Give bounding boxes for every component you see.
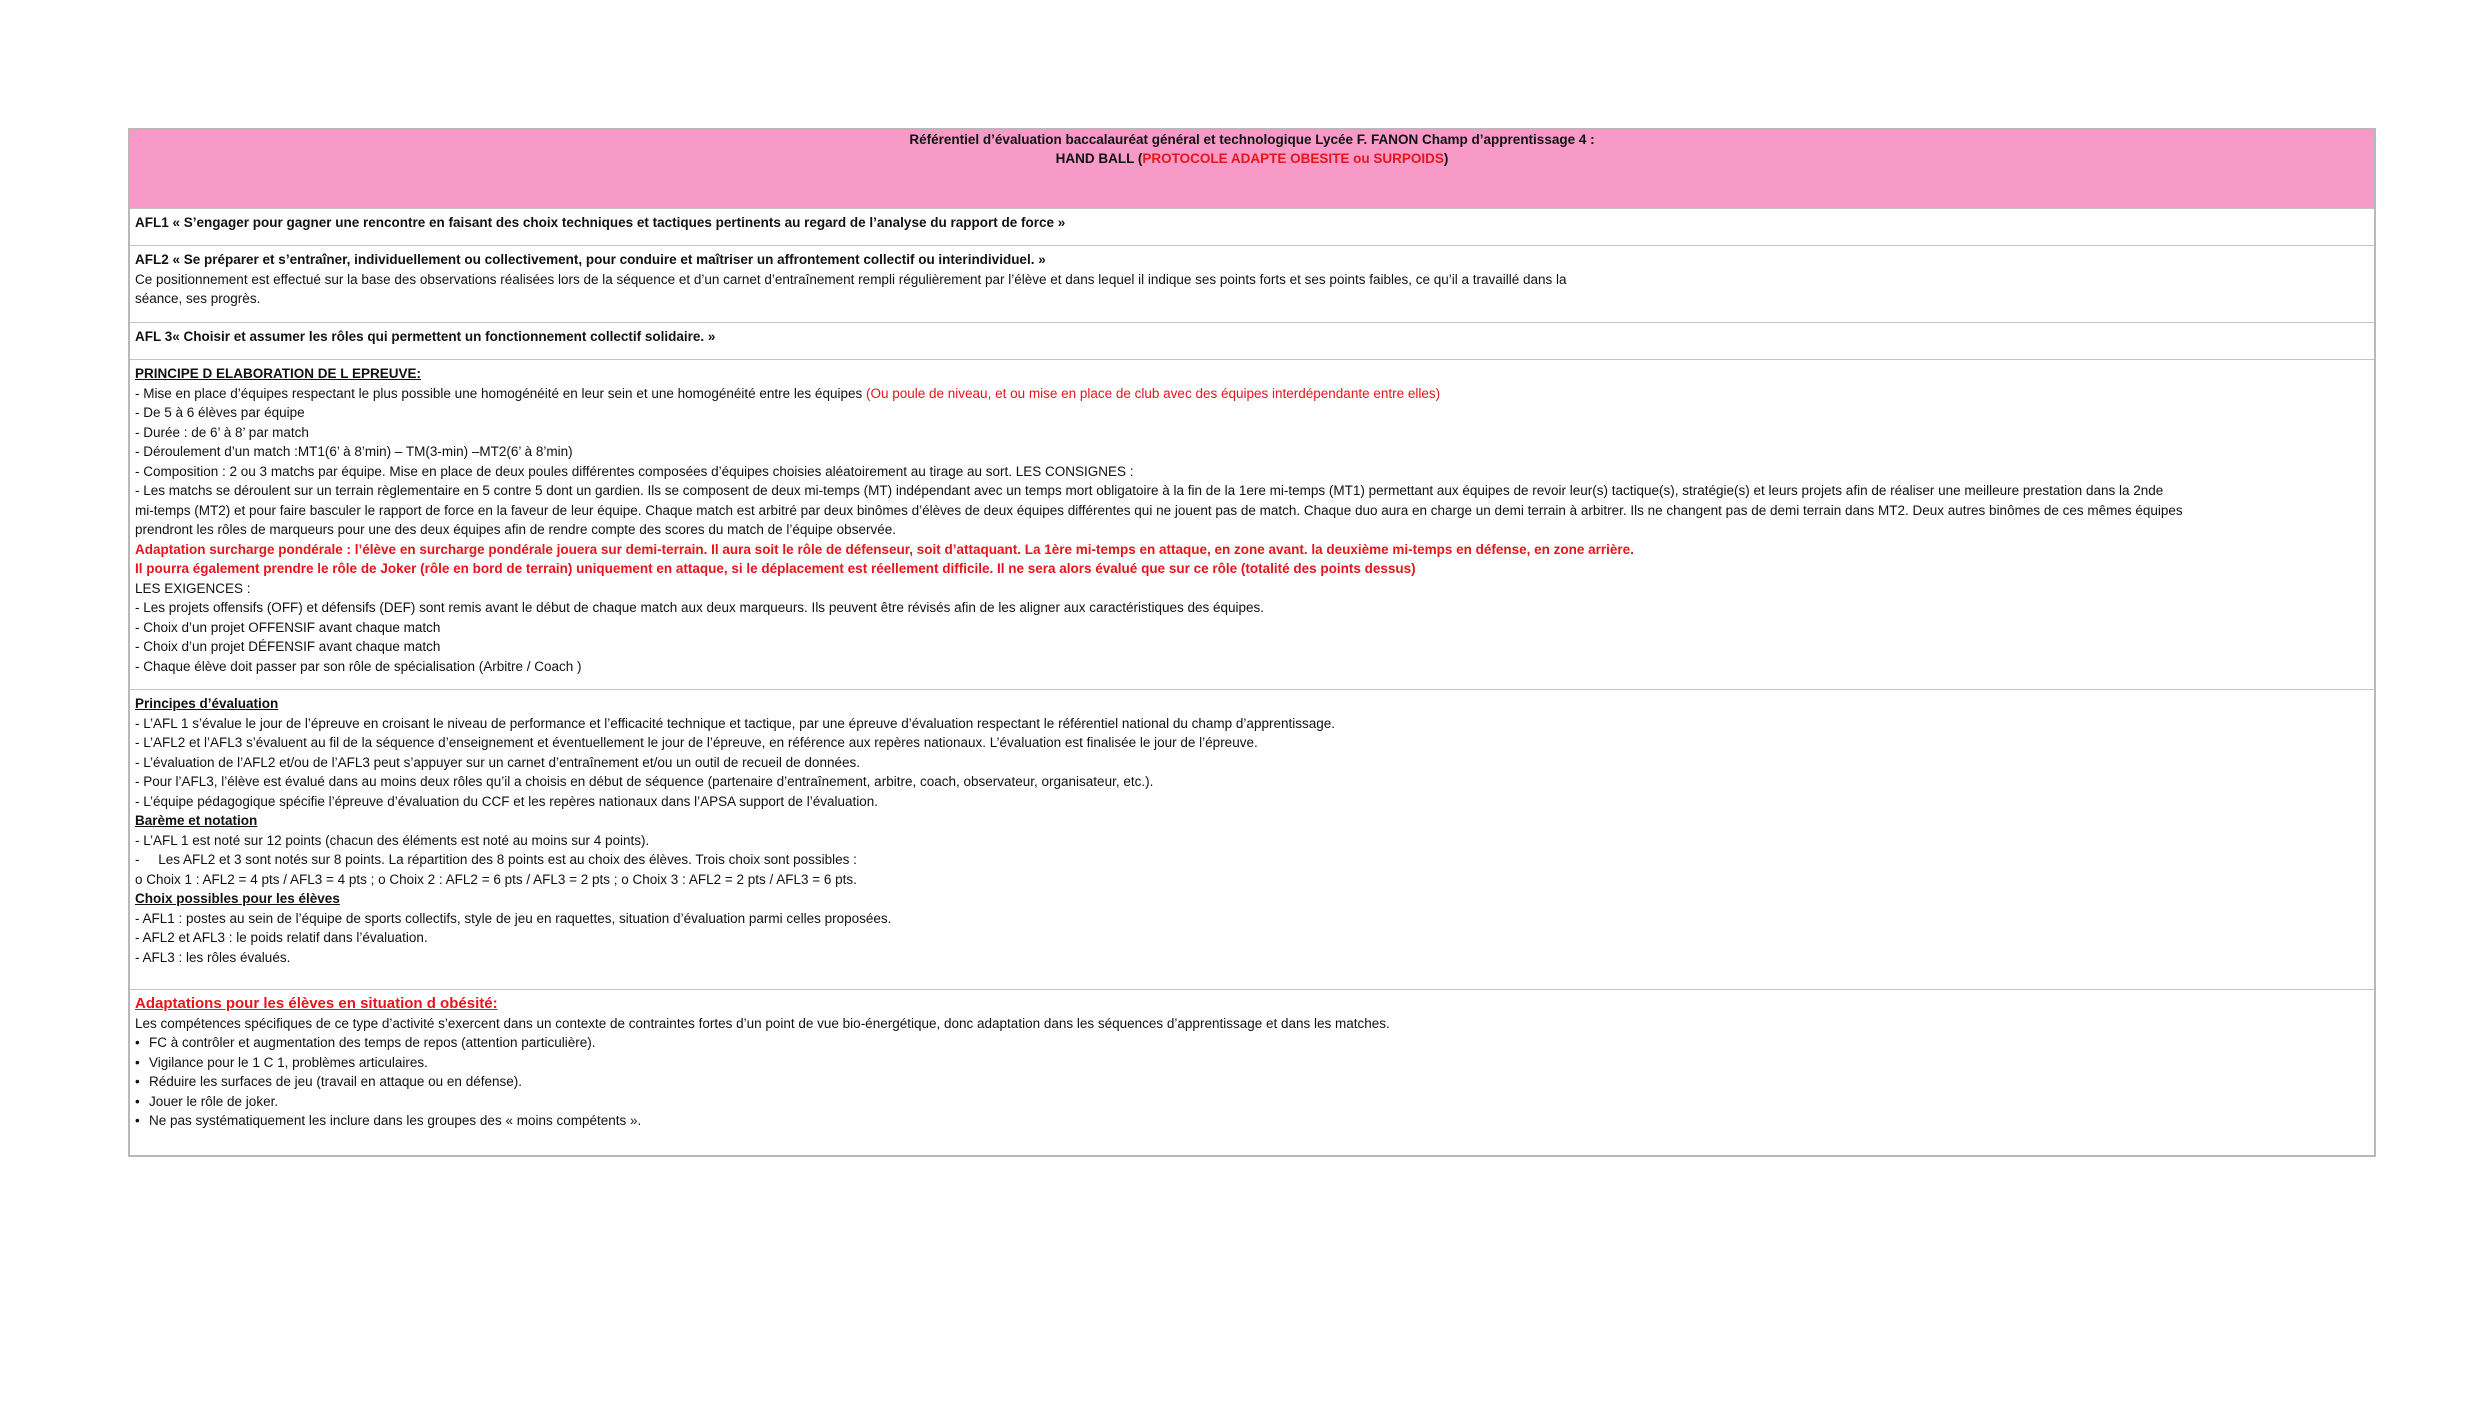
principe-line: - Déroulement d’un match :MT1(6’ à 8’min) – TM(3-min) –MT2(6’ à 8’min) xyxy=(135,444,573,459)
principe-line: - Durée : de 6’ à 8’ par match xyxy=(135,424,309,440)
evaluation-line: - L’évaluation de l’AFL2 et/ou de l’AFL3 peut s’appuyer sur un carnet d’entraînement et/ou un outil de recueil de données. xyxy=(135,754,860,770)
header-title-line2 xyxy=(135,149,2369,168)
afl3-title: AFL 3« Choisir et assumer les rôles qui permettent un fonctionnement collectif solidaire. » xyxy=(135,329,716,344)
bullet-icon: • xyxy=(135,1074,140,1089)
principe-line: - De 5 à 6 élèves par équipe xyxy=(135,405,305,420)
adaptation-item-text: Vigilance pour le 1 C 1, problèmes articulaires. xyxy=(149,1054,428,1070)
exigences-heading: LES EXIGENCES : xyxy=(135,580,251,596)
adaptation-item xyxy=(135,1111,2369,1131)
principe-heading: PRINCIPE D ELABORATION DE L EPREUVE: xyxy=(135,366,422,381)
choix-line: - AFL1 : postes au sein de l’équipe de sports collectifs, style de jeu en raquettes, situation d’évaluation parmi celles proposées. xyxy=(135,910,892,926)
evaluation-line: - L’équipe pédagogique spécifie l’épreuve d’évaluation du CCF et les repères nationaux dans l’APSA support de l’évaluation. xyxy=(135,793,878,809)
adaptation-item-text: Réduire les surfaces de jeu (travail en attaque ou en défense). xyxy=(149,1074,522,1089)
adaptation-item xyxy=(135,1072,2369,1092)
bareme-heading: Barème et notation xyxy=(135,813,258,828)
adaptation-surcharge-line: Adaptation surcharge pondérale : l’élève en surcharge pondérale jouera sur demi-terrain. Il aura soit le rôle de défenseur, soit d’attaquant. La 1ère mi-temps en attaque, en zone avant. la deuxième mi-temps en défense, en zone arrière. xyxy=(135,541,1634,557)
header-title-line1: Référentiel d’évaluation baccalauréat général et technologique Lycée F. FANON Champ d’apprentissage 4 : xyxy=(909,132,1595,147)
adaptation-item-text: Jouer le rôle de joker. xyxy=(149,1093,279,1109)
principe-line: - Les matchs se déroulent sur un terrain règlementaire en 5 contre 5 dont un gardien. Ils se composent de deux mi-temps (MT) indépendant avec un temps mort obligatoire à la fin de la 1ere mi-temps (MT1) permettant aux équipes de revoir leur(s) tactique(s), stratégie(s) et leurs projets afin de réaliser une meilleure prestation dans la 2nde xyxy=(135,483,2164,498)
adaptation-item xyxy=(135,1092,2369,1112)
bullet-icon: • xyxy=(135,1054,140,1070)
principe-line: prendront les rôles de marqueurs pour une des deux équipes afin de rendre compte des scores du match de l’équipe observée. xyxy=(135,522,896,537)
header-close-paren: ) xyxy=(1443,151,1449,166)
bullet-icon: • xyxy=(135,1093,140,1109)
afl2-text-line1: Ce positionnement est effectué sur la base des observations réalisées lors de la séquence et d’un carnet d’entraînement rempli régulièrement par l’élève et dans lequel il indique ses points forts et ses points faibles, ce qu’il a travaillé dans la xyxy=(135,271,1567,287)
bareme-line: - L’AFL 1 est noté sur 12 points (chacun des éléments est noté au moins sur 4 points). xyxy=(135,832,650,848)
adaptation-item xyxy=(135,1033,2369,1053)
bareme-line: - Les AFL2 et 3 sont notés sur 8 points. La répartition des 8 points est au choix des élèves. Trois choix sont possibles : xyxy=(135,852,857,867)
bullet-icon: • xyxy=(135,1035,140,1050)
evaluation-line: - L’AFL 1 s’évalue le jour de l’épreuve en croisant le niveau de performance et l’efficacité technique et tactique, par une épreuve d’évaluation respectant le référentiel national du champ d’apprentissage. xyxy=(135,715,1335,731)
afl2-section xyxy=(130,246,2374,323)
adaptation-item xyxy=(135,1053,2369,1073)
principe-line: - Chaque élève doit passer par son rôle de spécialisation (Arbitre / Coach ) xyxy=(135,658,582,674)
choix-heading: Choix possibles pour les élèves xyxy=(135,891,340,906)
joker-role-line: Il pourra également prendre le rôle de Joker (rôle en bord de terrain) uniquement en attaque, si le déplacement est réellement difficile. Il ne sera alors évalué que sur ce rôle (totalité des points dessus) xyxy=(135,561,1416,576)
choix-line: - AFL3 : les rôles évalués. xyxy=(135,949,291,965)
principe-line-red: (Ou poule de niveau, et ou mise en place de club avec des équipes interdépendante entre elles) xyxy=(865,385,1441,401)
principe-line xyxy=(135,384,2369,404)
afl2-text-line2: séance, ses progrès. xyxy=(135,291,261,306)
adaptations-intro: Les compétences spécifiques de ce type d’activité s’exercent dans un contexte de contraintes fortes d’un point de vue bio-énergétique, donc adaptation dans les séquences d’apprentissage et dans les matches. xyxy=(135,1015,1390,1031)
principe-line: - Choix d’un projet OFFENSIF avant chaque match xyxy=(135,619,441,635)
principe-line-text: - Mise en place d’équipes respectant le plus possible une homogénéité en leur sein et une homogénéité entre les équipes xyxy=(135,385,866,401)
evaluation-line: - Pour l’AFL3, l’élève est évalué dans au moins deux rôles qu’il a choisis en début de séquence (partenaire d’entraînement, arbitre, coach, observateur, organisateur, etc.). xyxy=(135,774,1154,789)
afl2-title: AFL2 « Se préparer et s’entraîner, individuellement ou collectivement, pour conduire et maîtriser un affrontement collectif ou interindividuel. » xyxy=(135,252,1046,267)
bullet-icon: • xyxy=(135,1113,140,1128)
evaluation-line: - L’AFL2 et l’AFL3 s’évaluent au fil de la séquence d’enseignement et éventuellement le jour de l’épreuve, en référence aux repères nationaux. L’évaluation est finalisée le jour de l’épreuve. xyxy=(135,735,1258,750)
principe-line: - Les projets offensifs (OFF) et défensifs (DEF) sont remis avant le début de chaque match aux deux marqueurs. Ils peuvent être révisés afin de les aligner aux caractéristiques des équipes. xyxy=(135,600,1265,615)
choix-line: - AFL2 et AFL3 : le poids relatif dans l’évaluation. xyxy=(135,930,428,945)
evaluation-section xyxy=(130,690,2374,990)
adaptations-heading: Adaptations pour les élèves en situation d obésité: xyxy=(135,995,498,1012)
bareme-choices-line: o Choix 1 : AFL2 = 4 pts / AFL3 = 4 pts ; o Choix 2 : AFL2 = 6 pts / AFL3 = 2 pts ; o Choix 3 : AFL2 = 2 pts / AFL3 = 6 pts. xyxy=(135,871,857,887)
header-sport: HAND BALL ( xyxy=(1055,151,1143,166)
adaptation-item-text: FC à contrôler et augmentation des temps de repos (attention particulière). xyxy=(149,1035,596,1050)
evaluation-heading: Principes d’évaluation xyxy=(135,696,279,711)
principe-line: - Choix d’un projet DÉFENSIF avant chaque match xyxy=(135,639,441,654)
evaluation-document xyxy=(128,128,2376,1157)
adaptation-item-text: Ne pas systématiquement les inclure dans les groupes des « moins compétents ». xyxy=(149,1113,642,1128)
header-protocol: PROTOCOLE ADAPTE OBESITE ou SURPOIDS xyxy=(1142,151,1444,166)
principe-section xyxy=(130,360,2374,690)
afl1-section xyxy=(130,209,2374,246)
afl1-title: AFL1 « S’engager pour gagner une rencontre en faisant des choix techniques et tactiques pertinents au regard de l’analyse du rapport de force » xyxy=(135,215,1066,230)
principe-line: - Composition : 2 ou 3 matchs par équipe. Mise en place de deux poules différentes composées d’équipes choisies aléatoirement au tirage au sort. LES CONSIGNES : xyxy=(135,463,1134,479)
principe-line: mi-temps (MT2) et pour faire basculer le rapport de force en la faveur de leur équipe. Chaque match est arbitré par deux binômes d’élèves de deux équipes différentes qui ne jouent pas de match. Chaque duo aura en charge un demi terrain à arbitrer. Ils ne changent pas de demi terrain dans MT2. Deux autres binômes de ces mêmes équipes xyxy=(135,502,2183,518)
document-header xyxy=(130,130,2374,209)
adaptations-section xyxy=(130,990,2374,1155)
afl3-section xyxy=(130,323,2374,360)
